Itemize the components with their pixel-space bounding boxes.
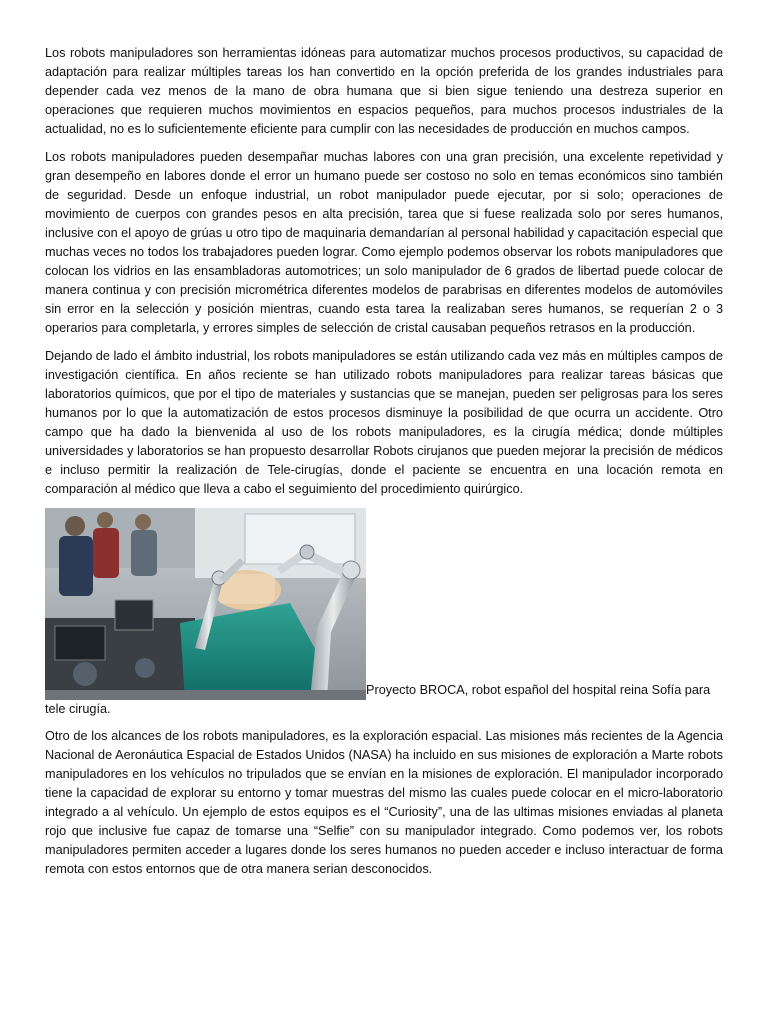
figure-caption: Proyecto BROCA, robot español del hospital reina Sofía para tele cirugía. — [45, 683, 711, 716]
paragraph-3: Dejando de lado el ámbito industrial, los robots manipuladores se están utilizando cada vez más en múltiples campos de investigación científica. En años reciente se han utilizado robots manipuladores para realizar tareas básicas que laboratorios químicos, que por el tipo de materiales y sustancias que se manejan, pueden ser peligrosas para los seres humanos por lo que la automatización de estos procesos disminuye la posibilidad de que ocurra un accidente. Otro campo que ha dado la bienvenida al uso de los robots manipuladores, es la cirugía médica; donde múltiples universidades y laboratorios se han propuesto desarrollar Robots cirujanos que pueden mejorar la precisión de médicos e incluso permitir la realización de Tele-cirugías, donde el paciente se encuentra en una locación remota en comparación al médico que lleva a cabo el seguimiento del procedimiento quirúrgico. — [45, 349, 723, 496]
figure — [45, 508, 723, 719]
document-page — [45, 44, 723, 888]
paragraph-1: Los robots manipuladores son herramientas idóneas para automatizar muchos procesos productivos, su capacidad de adaptación para realizar múltiples tareas los han convertido en la opción preferida de los grandes industriales para depender cada vez menos de la mano de obra humana que si bien sigue teniendo una destreza superior en operaciones que requieren muchos movimientos en espacios pequeños, para muchos procesos industriales de la actualidad, no es lo suficientemente eficiente para cumplir con las necesidades de producción en muchos campos. — [45, 46, 723, 136]
paragraph-2: Los robots manipuladores pueden desempañar muchas labores con una gran precisión, una excelente repetividad y gran desempeño en labores donde el error un humano puede ser costoso no solo en temas económicos sino también de seguridad. Desde un enfoque industrial, un robot manipulador puede ejecutar, por si solo; operaciones de movimiento de cuerpos con grandes pesos en alta precisión, tarea que si fuese realizada solo por seres humanos, inclusive con el apoyo de grúas u otro tipo de maquinaria demandarían al personal habilidad y capacitación especial que muchas veces no todos los trabajadores pueden lograr. Como ejemplo podemos observar los robots manipuladores que colocan los vidrios en las ensambladoras automotrices; un solo manipulador de 6 grados de libertad puede colocar de manera continua y con precisión micrométrica diferentes modelos de parabrisas en diferentes modelos de automóviles sin error en la selección y posición mientras, cuando esta tarea la realizaban seres humanos, se requerían 2 o 3 operarios para completarla, y errores simples de selección de cristal causaban pequeños retrasos en la producción. — [45, 150, 723, 335]
paragraph-4: Otro de los alcances de los robots manipuladores, es la exploración espacial. Las misiones más recientes de la Agencia Nacional de Aeronáutica Espacial de Estados Unidos (NASA) ha incluido en sus misiones de exploración a Marte robots manipuladores en los vehículos no tripulados que se envían en la misiones de exploración. El manipulador incorporado tiene la capacidad de explorar su entorno y tomar muestras del mismo las cuales puede colocar en el micro-laboratorio integrado a al vehículo. Un ejemplo de estos equipos es el “Curiosity”, una de las ultimas misiones enviadas al planeta rojo que inclusive fue capaz de tomarse una “Selfie” con su manipulador integrado. Como podemos ver, los robots manipuladores permiten acceder a lugares donde los seres humanos no pueden acceder e incluso interactuar de forma remota con estos entornos que de otra manera serian desconocidos. — [45, 729, 723, 876]
surgical-robot-photo — [45, 508, 366, 700]
